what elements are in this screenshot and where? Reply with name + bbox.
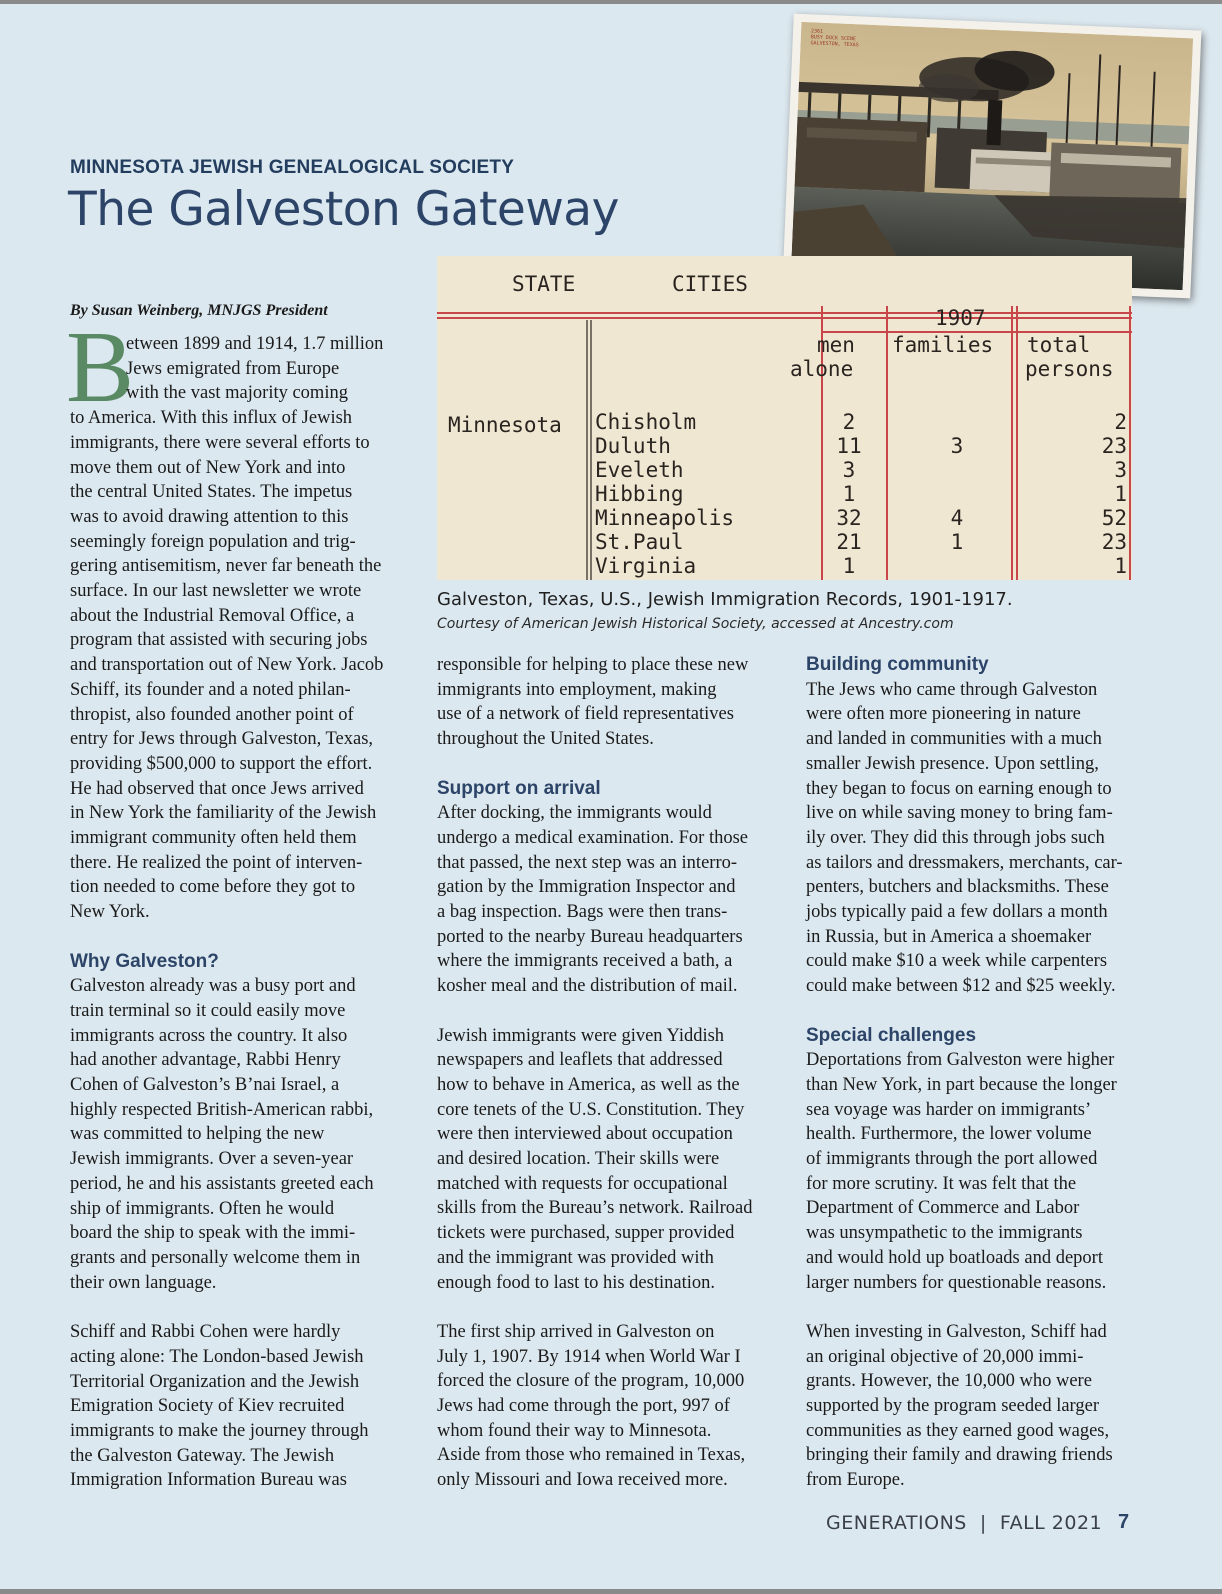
ledger-year: 1907 [935, 306, 986, 330]
article-column-2 [437, 653, 777, 1493]
ledger-men-alone: 21 [836, 530, 862, 554]
text-line: skills from the Bureau’s network. Railroad [437, 1198, 753, 1219]
paragraph [437, 653, 777, 752]
text-line: how to behave in America, as well as the [437, 1074, 740, 1095]
text-line: in Russia, but in America a shoemaker [806, 926, 1092, 947]
subheading-special-challenges: Special challenges [806, 1024, 977, 1046]
text-line: ported to the nearby Bureau headquarters [437, 926, 743, 947]
text-line: sea voyage was harder on immigrants’ [806, 1099, 1092, 1120]
text-line: acting alone: The London-based Jewish [70, 1346, 364, 1367]
text-line: board the ship to speak with the immi- [70, 1223, 356, 1244]
text-line: larger numbers for questionable reasons. [806, 1272, 1107, 1293]
ledger-men-alone: 1 [842, 554, 856, 578]
text-line: communities as they earned good wages, [806, 1420, 1110, 1441]
bottom-rule [0, 1589, 1222, 1594]
text-line: gation by the Immigration Inspector and [437, 877, 736, 898]
text-line: an original objective of 20,000 immi- [806, 1346, 1084, 1367]
text-line: The first ship arrived in Galveston on [437, 1321, 715, 1342]
text-line: Jews emigrated from Europe [126, 358, 340, 379]
text-line: jobs typically paid a few dollars a month [806, 902, 1108, 923]
text-line: immigrants to make the journey through [70, 1420, 369, 1441]
subheading-support-on-arrival: Support on arrival [437, 777, 601, 799]
ledger-col-total-2: persons [1025, 357, 1114, 381]
immigration-ledger [437, 256, 1132, 580]
text-line: where the immigrants received a bath, a [437, 951, 733, 972]
text-line: supported by the program seeded larger [806, 1396, 1099, 1417]
paragraph [70, 406, 405, 925]
text-line: newspapers and leaflets that addressed [437, 1050, 723, 1071]
text-line: Galveston already was a busy port and [70, 976, 356, 997]
text-line: as tailors and dressmakers, merchants, car- [806, 852, 1123, 873]
paragraph [70, 974, 405, 1295]
ledger-col-families: families [892, 333, 994, 357]
text-line: and landed in communities with a much [806, 729, 1102, 750]
text-line: surface. In our last newsletter we wrote [70, 581, 362, 602]
ledger-total-persons: 2 [1114, 410, 1127, 434]
text-line: a bag inspection. Bags were then trans- [437, 902, 728, 923]
ledger-total-persons: 23 [1101, 434, 1127, 458]
ledger-families: 4 [950, 506, 964, 530]
text-line: New York. [70, 902, 150, 923]
text-line: Deportations from Galveston were higher [806, 1050, 1115, 1071]
text-line: there. He realized the point of interven- [70, 852, 363, 873]
ledger-total-persons: 23 [1101, 530, 1127, 554]
text-line: smaller Jewish presence. Upon settling, [806, 753, 1099, 774]
text-line: had another advantage, Rabbi Henry [70, 1050, 341, 1071]
paragraph [437, 801, 777, 999]
article-title: The Galveston Gateway [68, 182, 619, 237]
text-line: with the vast majority coming [126, 383, 348, 404]
text-line: He had observed that once Jews arrived [70, 778, 364, 799]
ledger-total-persons: 1 [1114, 482, 1127, 506]
text-line: was unsympathetic to the immigrants [806, 1223, 1083, 1244]
text-line: Jews had come through the port, 997 of [437, 1396, 730, 1417]
text-line: ily over. They did this through jobs such [806, 827, 1105, 848]
text-line: immigrant community often held them [70, 828, 357, 849]
ledger-men-alone: 3 [842, 458, 856, 482]
text-line: highly respected British-American rabbi, [70, 1099, 374, 1120]
intro-lines [70, 332, 405, 406]
text-line: whom found their way to Minnesota. [437, 1420, 712, 1441]
text-line: could make between $12 and $25 weekly. [806, 976, 1116, 997]
text-line: the central United States. The impetus [70, 482, 353, 503]
text-line: immigrants into employment, making [437, 679, 717, 700]
section-kicker: MINNESOTA JEWISH GENEALOGICAL SOCIETY [70, 157, 515, 178]
text-line: period, he and his assistants greeted each [70, 1173, 374, 1194]
ledger-city: Duluth [595, 434, 671, 458]
text-line: was committed to helping the new [70, 1124, 325, 1145]
figure-caption: Galveston, Texas, U.S., Jewish Immigration Records, 1901-1917. [437, 589, 1013, 610]
ledger-city: Virginia [595, 554, 697, 578]
text-line: seemingly foreign population and trig- [70, 531, 356, 552]
ledger-col-total-1: total [1027, 333, 1091, 357]
text-line: was to avoid drawing attention to this [70, 506, 349, 527]
text-line: responsible for helping to place these new [437, 655, 749, 675]
text-line: that passed, the next step was an interro- [437, 852, 738, 873]
text-line: bringing their family and drawing friends [806, 1445, 1113, 1466]
figure-credit: Courtesy of American Jewish Historical Society, accessed at Ancestry.com [437, 616, 954, 632]
text-line: Aside from those who remained in Texas, [437, 1445, 746, 1466]
text-line: in New York the familiarity of the Jewish [70, 803, 377, 824]
ledger-total-persons: 3 [1114, 458, 1127, 482]
ledger-total-persons: 1 [1114, 554, 1127, 578]
text-line: Emigration Society of Kiev recruited [70, 1396, 345, 1417]
text-line: to America. With this influx of Jewish [70, 408, 353, 429]
text-line: program that assisted with securing jobs [70, 630, 368, 651]
text-line: forced the closure of the program, 10,000 [437, 1371, 745, 1392]
text-line: grants. However, the 10,000 who were [806, 1371, 1092, 1392]
text-line: train terminal so it could easily move [70, 1000, 346, 1021]
text-line: ship of immigrants. Often he would [70, 1198, 335, 1219]
text-line: tion needed to come before they got to [70, 877, 356, 898]
ledger-state-name: Minnesota [448, 413, 562, 437]
ledger-families: 1 [950, 530, 964, 554]
text-line: entry for Jews through Galveston, Texas, [70, 729, 374, 750]
text-line: throughout the United States. [437, 729, 654, 750]
text-line: Immigration Information Bureau was [70, 1470, 347, 1491]
article-column-3 [806, 653, 1146, 1493]
ledger-city: Chisholm [595, 410, 697, 434]
text-line: immigrants, there were several efforts to [70, 432, 370, 453]
text-line: live on while saving money to bring fam- [806, 803, 1113, 824]
paragraph [806, 1320, 1146, 1493]
ledger-total-persons: 52 [1101, 506, 1127, 530]
ledger-city: Minneapolis [595, 506, 735, 530]
ledger-city: Eveleth [595, 458, 684, 482]
paragraph [437, 1024, 777, 1296]
text-line: and the immigrant was provided with [437, 1247, 714, 1268]
text-line: Schiff, its founder and a noted philan- [70, 679, 351, 700]
text-line: could make $10 a week while carpenters [806, 951, 1108, 972]
text-line: The Jews who came through Galveston [806, 679, 1098, 700]
text-line: kosher meal and the distribution of mail. [437, 976, 738, 997]
text-line: enough food to last to his destination. [437, 1272, 715, 1293]
text-line: Jewish immigrants were given Yiddish [437, 1025, 725, 1046]
text-line: than New York, in part because the longer [806, 1074, 1117, 1095]
text-line: tickets were purchased, supper provided [437, 1223, 735, 1244]
ledger-men-alone: 11 [836, 434, 862, 458]
text-line: Schiff and Rabbi Cohen were hardly [70, 1322, 341, 1343]
text-line: they began to focus on earning enough to [806, 778, 1112, 799]
page-number: 7 [1118, 1511, 1130, 1533]
text-line: After docking, the immigrants would [437, 803, 712, 824]
subheading-why-galveston: Why Galveston? [70, 950, 219, 972]
text-line: were often more pioneering in nature [806, 704, 1081, 725]
text-line: health. Furthermore, the lower volume [806, 1124, 1092, 1145]
text-line: immigrants across the country. It also [70, 1025, 348, 1046]
text-line: penters, butchers and blacksmiths. These [806, 877, 1109, 898]
text-line: grants and personally welcome them in [70, 1248, 361, 1268]
text-line: only Missouri and Iowa received more. [437, 1470, 728, 1491]
ledger-cities-header: CITIES [672, 272, 748, 296]
byline: By Susan Weinberg, MNJGS President [70, 302, 328, 319]
text-line: of immigrants through the port allowed [806, 1149, 1098, 1170]
article-column-1 [70, 332, 405, 1493]
dock-scene-photo [791, 22, 1193, 290]
drop-cap: B [66, 311, 135, 424]
ledger-city: Hibbing [595, 482, 684, 506]
text-line: from Europe. [806, 1470, 905, 1491]
top-rule [0, 0, 1222, 4]
text-line: and would hold up boatloads and deport [806, 1247, 1103, 1268]
text-line: use of a network of field representatives [437, 704, 734, 725]
text-line: and transportation out of New York. Jacob [70, 655, 384, 676]
text-line: Department of Commerce and Labor [806, 1198, 1080, 1219]
text-line: about the Industrial Removal Office, a [70, 605, 355, 626]
text-line: matched with requests for occupational [437, 1173, 728, 1194]
text-line: the Galveston Gateway. The Jewish [70, 1445, 335, 1466]
paragraph [70, 1320, 405, 1493]
text-line: were then interviewed about occupation [437, 1124, 733, 1145]
text-line: providing $500,000 to support the effort. [70, 753, 373, 774]
text-line: Cohen of Galveston’s B’nai Israel, a [70, 1075, 340, 1096]
text-line: core tenets of the U.S. Constitution. They [437, 1099, 745, 1120]
ledger-men-alone: 32 [836, 506, 862, 530]
publication-footer: GENERATIONS | FALL 2021 [826, 1512, 1103, 1534]
text-line: July 1, 1907. By 1914 when World War I [437, 1346, 741, 1367]
text-line: gering antisemitism, never far beneath the [70, 556, 382, 577]
text-line: etween 1899 and 1914, 1.7 million [126, 334, 384, 354]
ledger-men-alone: 2 [842, 410, 856, 434]
paragraph [806, 1048, 1146, 1295]
subheading-building-community: Building community [806, 654, 989, 675]
text-line: Jewish immigrants. Over a seven-year [70, 1149, 354, 1170]
text-line: and desired location. Their skills were [437, 1149, 720, 1170]
text-line: When investing in Galveston, Schiff had [806, 1321, 1107, 1342]
ledger-col-men-1: men [817, 333, 855, 357]
ledger-families: 3 [950, 434, 964, 458]
paragraph [806, 678, 1146, 999]
text-line: thropist, also founded another point of [70, 704, 354, 725]
postcard-printed-caption: 2361 BUSY DOCK SCENE GALVESTON, TEXAS [810, 28, 859, 49]
ledger-men-alone: 1 [842, 482, 856, 506]
text-line: their own language. [70, 1272, 217, 1293]
paragraph [437, 1320, 777, 1493]
text-line: for more scrutiny. It was felt that the [806, 1173, 1077, 1194]
ledger-state-header: STATE [512, 272, 576, 296]
ledger-city: St.Paul [595, 530, 684, 554]
text-line: undergo a medical examination. For those [437, 827, 748, 848]
text-line: move them out of New York and into [70, 457, 346, 478]
text-line: Territorial Organization and the Jewish [70, 1371, 360, 1392]
ledger-col-men-2: alone [790, 357, 854, 381]
